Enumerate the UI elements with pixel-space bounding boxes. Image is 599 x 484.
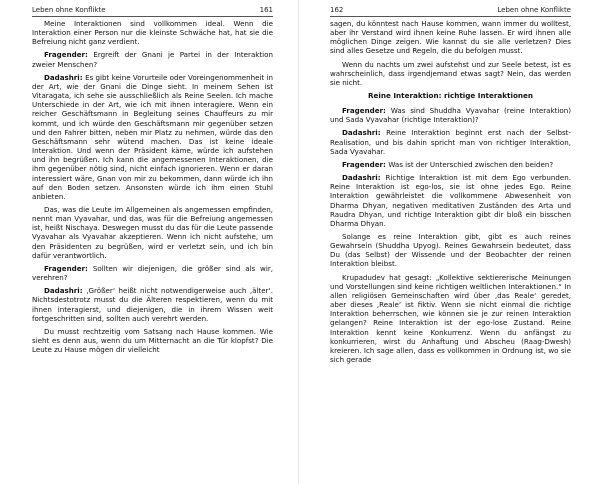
dialogue-paragraph: Dadashri: Es gibt keine Vorurteile oder Voreingenommenheit in der Art, wie der Gnani die Dinge sieht. In meinem Sehen ist Vitaragata, ich sehe sie ausschließlich als Reine Seelen. Ich mache Unterschiede in der Art, wie ich mit ihnen interagiere. Wenn ein reicher Geschäftsmann in Begleitung seines Chauffeurs zu mir kommt, und ich würde den Geschäftsmann mir gegenüber setzen und den Fahrer bitten, neben mir Platz zu nehmen, würde das den Geschäftsmann sehr wütend machen. Das ist keine ideale Interaktion. Und wenn der Präsident käme, würde ich aufstehen und ihn begrüßen. Ich kann die angemessenen Interaktionen, die ihm gegenüber nötig sind, nicht einfach ignorieren. Wenn er daran interessiert wäre, Gnan von mir zu bekommen, dann würde ich ihn auf den Boden setzen. Ansonsten würde ich ihm einen Stuhl anbieten.	[32, 72, 273, 201]
dialogue-paragraph: Fragender: Was ist der Unterschied zwischen den beiden?	[342, 159, 554, 169]
body-paragraph: Du musst rechtzeitig vom Satsang nach Hause kommen. Wie sieht es denn aus, wenn du um Mitternacht an die Tür klopfst? Die Leute zu Hause mögen dir vielleicht	[32, 326, 273, 355]
dialogue-text: Was ist der Unterschied zwischen den beiden?	[388, 159, 554, 169]
dialogue-paragraph: Dadashri: ‚Größer‘ heißt nicht notwendigerweise auch ‚älter‘. Nichtsdestotrotz musst du die Älteren respektieren, wenn du mit ihnen interagierst, und diejenigen, die in ihrem Wissen weit fortgeschritten sind, sollten auch verehrt werden.	[32, 286, 273, 323]
dialogue-paragraph: Fragender: Was sind Shuddha Vyavahar (reine Interaktion) und Sada Vyavahar (richtige Interaktion)?	[330, 106, 571, 125]
dialogue-paragraph: Fragender: Sollten wir diejenigen, die größer sind als wir, verehren?	[32, 263, 273, 283]
dialogue-text: Reine Interaktion beginnt erst nach der Selbst-Realisation, und bis dahin spricht man von richtiger Interaktion, Sada Vyavahar.	[330, 128, 571, 156]
right-page	[300, 0, 599, 484]
page-body	[330, 19, 571, 364]
body-paragraph: Solange es reine Interaktion gibt, gibt es auch reines Gewahrsein (Shuddha Upyog). Reines Gewahrsein bedeutet, dass Du (das Selbst) der Wissende und der Beobachter der reinen Interaktion bleibst.	[330, 231, 571, 269]
speaker-label: Dadashri	[44, 72, 80, 82]
section-heading: Reine Interaktion: richtige Interaktionen	[367, 91, 533, 101]
dialogue-paragraph: Dadashri: Richtige Interaktion ist mit dem Ego verbunden. Reine Interaktion ist ego-los, sie ist ohne jedes Ego. Reine Interaktion gewährleistet die vollkommene Abwesenheit von Dharma Dhyan, negativen meditativen Zuständen des Arta und Raudra Dhyan, und richtige Interaktion gibt dir bloß ein bisschen Dharma Dhyan.	[330, 173, 571, 228]
dialogue-text: Was sind Shuddha Vyavahar (reine Interaktion) und Sada Vyavahar (richtige Interaktion)?	[330, 106, 571, 125]
running-title: Leben ohne Konflikte	[32, 6, 106, 14]
body-paragraph: Wenn du nachts um zwei aufstehst und zur Seele betest, ist es wahrscheinlich, dass irgendjemand etwas sagt? Nein, das werden sie nicht.	[330, 59, 571, 87]
dialogue-text: Richtige Interaktion ist mit dem Ego verbunden. Reine Interaktion ist ego-los, sie ist ohne jedes Ego. Reine Interaktion gewährleistet die vollkommene Abwesenheit von Dharma Dhyan, negativen meditativen Zuständen des Arta und Raudra Dhyan, und richtige Interaktion gibt dir bloß ein bisschen Dharma Dhyan.	[330, 173, 571, 228]
body-paragraph: sagen, du könntest nach Hause kommen, wann immer du wolltest, aber ihr Verstand wird ihnen keine Ruhe lassen. Er wird ihnen alle möglichen Dinge zeigen. Wie kannst du sie alle verletzen? Dies sind alles Gesetze und Regeln, die du befolgen musst.	[330, 19, 571, 56]
speaker-label: Fragender	[44, 263, 86, 273]
speaker-label: Dadashri	[342, 128, 378, 138]
dialogue-paragraph: Fragender: Ergreift der Gnani je Partei in der Interaktion zweier Menschen?	[32, 50, 273, 69]
body-paragraph: Krupadudev hat gesagt: „Kollektive sektiererische Meinungen und Vorstellungen sind keine richtigen weltlichen Interaktionen.“ In allen religiösen Gemeinschaften wird über ‚das Reale‘ geredet, aber dieses ‚Reale‘ ist fiktiv. Wenn sie nicht einmal die richtige Interaktion beherrschen, wie können sie je zur reinen Interaktion gelangen? Reine Interaktion ist der ego-lose Zustand. Reine Interaktion kennt keine Konkurrenz. Wenn du anfängst zu konkurrieren, wirst du Anhaftung und Abscheu (Raag-Dwesh) kreieren. Ich sage allen, dass es vollkommen in Ordnung ist, wo sie sich gerade	[330, 272, 571, 364]
speaker-label: Fragender	[44, 50, 86, 60]
dialogue-paragraph: Dadashri: Reine Interaktion beginnt erst nach der Selbst-Realisation, und bis dahin spricht man von richtiger Interaktion, Sada Vyavahar.	[330, 128, 571, 156]
body-paragraph: Das, was die Leute im Allgemeinen als angemessen empfinden, nennt man Vyavahar, und das, was für die Befreiung angemessen ist, heißt Nischaya. Deswegen musst du das für die Leute passende Vyavahar als Vyavahar akzeptieren. Wenn ich nicht aufstehe, um den Präsidenten zu begrüßen, wird er verletzt sein, und ich bin dafür verantwortlich.	[32, 204, 273, 260]
dialogue-text: Ergreift der Gnani je Partei in der Interaktion zweier Menschen?	[32, 50, 273, 69]
body-paragraph: Meine Interaktionen sind vollkommen ideal. Wenn die Interaktion einer Person nur die kleinste Schwäche hat, hat sie die Befreiung nicht ganz verdient.	[32, 19, 273, 47]
page-number: 162	[330, 6, 344, 14]
dialogue-text: ‚Größer‘ heißt nicht notwendigerweise auch ‚älter‘. Nichtsdestotrotz musst du die Älteren respektieren, wenn du mit ihnen interagierst, und diejenigen, die in ihrem Wissen weit fortgeschritten sind, sollten auch verehrt werden.	[32, 286, 273, 323]
dialogue-text: Sollten wir diejenigen, die größer sind als wir, verehren?	[32, 263, 273, 283]
running-header	[330, 6, 571, 17]
running-header	[32, 6, 273, 17]
page-number: 161	[259, 6, 273, 14]
dialogue-text: Es gibt keine Vorurteile oder Voreingenommenheit in der Art, wie der Gnani die Dinge sieht. In meinem Sehen ist Vitaragata, ich sehe sie ausschließlich als Reine Seelen. Ich mache Unterschiede in der Art, wie ich mit ihnen interagiere. Wenn ein reicher Geschäftsmann in Begleitung seines Chauffeurs zu mir kommt, und ich würde den Geschäftsmann mir gegenüber setzen und den Fahrer bitten, neben mir Platz zu nehmen, würde das den Geschäftsmann sehr wütend machen. Das ist keine ideale Interaktion. Und wenn der Präsident käme, würde ich aufstehen und ihn begrüßen. Ich kann die angemessenen Interaktionen, die ihm gegenüber nötig sind, nicht einfach ignorieren. Wenn er daran interessiert wäre, Gnan von mir zu bekommen, dann würde ich ihn auf den Boden setzen. Ansonsten würde ich ihm einen Stuhl anbieten.	[32, 72, 273, 201]
speaker-label: Fragender	[342, 159, 384, 169]
running-title: Leben ohne Konflikte	[497, 6, 571, 14]
speaker-label: Fragender	[342, 106, 384, 116]
speaker-label: Dadashri	[342, 173, 378, 183]
left-page	[0, 0, 299, 484]
page-body	[32, 19, 273, 354]
speaker-label: Dadashri	[44, 286, 80, 296]
